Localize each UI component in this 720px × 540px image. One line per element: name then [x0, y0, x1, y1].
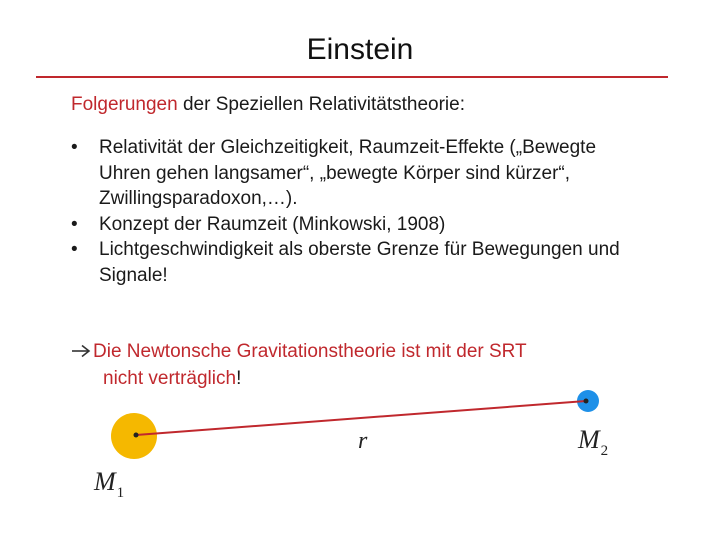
subtitle-rest: der Speziellen Relativitätstheorie:	[177, 94, 465, 115]
mass2-label	[577, 425, 608, 459]
bullet-text: Relativität der Gleichzeitigkeit, Raumzeit-Effekte („Bewegte Uhren gehen langsamer“, „bewegte Körper sind kürzer“, Zwillingsparadoxon,…).	[99, 137, 597, 209]
mass2-center-dot	[584, 399, 589, 404]
bullet-marker: •	[71, 137, 78, 158]
conclusion-end: !	[236, 368, 242, 389]
mass2-subscript: 2	[600, 443, 609, 459]
distance-label: r	[358, 428, 368, 454]
bullet-marker: •	[71, 213, 78, 235]
mass2-symbol: M	[578, 425, 600, 454]
conclusion-line1: Die Newtonsche Gravitationstheorie ist mit der SRT	[93, 341, 527, 362]
mass1-symbol: M	[94, 467, 116, 496]
bullet-marker: •	[71, 239, 78, 260]
mass1-subscript: 1	[116, 485, 125, 501]
bullet-text: Lichtgeschwindigkeit als oberste Grenze für Bewegungen und Signale!	[99, 239, 620, 286]
conclusion-highlight: nicht verträglich	[103, 368, 237, 389]
mass1-label	[93, 467, 124, 501]
slide-title: Einstein	[306, 33, 414, 66]
subtitle-highlight: Folgerungen	[71, 94, 178, 115]
bullet-text: Konzept der Raumzeit (Minkowski, 1908)	[99, 213, 446, 235]
mass1-center-dot	[134, 433, 139, 438]
